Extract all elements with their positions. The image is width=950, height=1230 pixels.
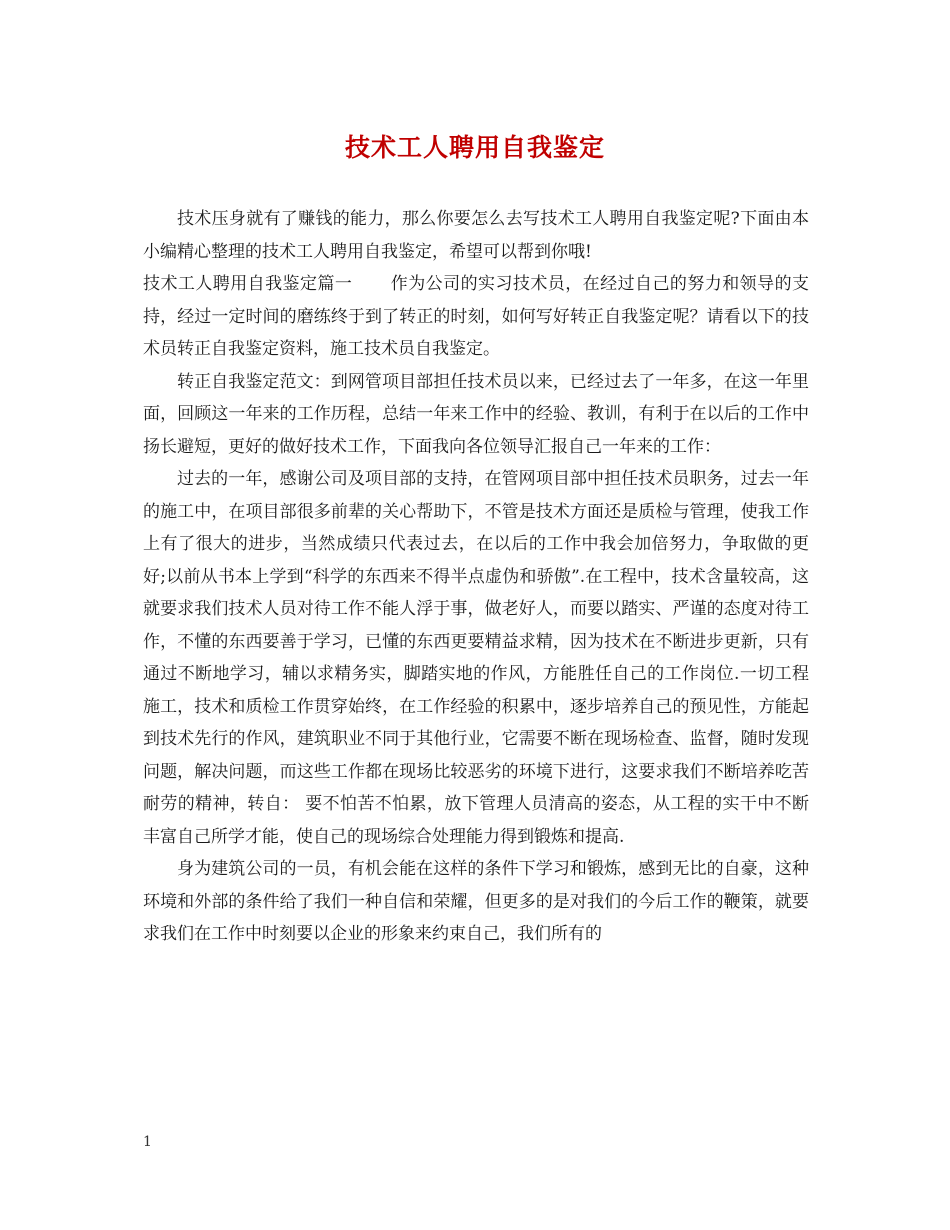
body-paragraph-2: 过去的一年，感谢公司及项目部的支持，在管网项目部中担任技术员职务，过去一年的施工中，在项目部很多前辈的关心帮助下，不管是技术方面还是质检与管理，使我工作上有了很大的进步，当然成绩只代表过去，在以后的工作中我会加倍努力，争取做的更好;以前从书本上学到“科学的东西来不得半点虚伪和骄傲”.在工程中，技术含量较高，这就要求我们技术人员对待工作不能人浮于事，做老好人，而要以踏实、严谨的态度对待工作，不懂的东西要善于学习，已懂的东西更要精益求精，因为技术在不断进步更新，只有通过不断地学习，辅以求精务实，脚踏实地的作风，方能胜任自己的工作岗位.一切工程施工，技术和质检工作贯穿始终，在工作经验的积累中，逐步培养自己的预见性，方能起到技术先行的作风，建筑职业不同于其他行业，它需要不断在现场检查、监督，随时发现问题，解决问题，而这些工作都在现场比较恶劣的环境下进行，这要求我们不断培养吃苦耐劳的精神，转自： 要不怕苦不怕累，放下管理人员清高的姿态，从工程的实干中不断丰富自己所学才能，使自己的现场综合处理能力得到锻炼和提高.: [143, 469, 809, 847]
intro-paragraph: 技术压身就有了赚钱的能力，那么你要怎么去写技术工人聘用自我鉴定呢?下面由本小编精心整理的技术工人聘用自我鉴定，希望可以帮到你哦!: [143, 209, 809, 262]
section-heading: 技术工人聘用自我鉴定篇一: [143, 274, 353, 294]
body-paragraph-1: 转正自我鉴定范文：到网管项目部担任技术员以来，已经过去了一年多，在这一年里面，回顾这一年来的工作历程，总结一年来工作中的经验、教训，有利于在以后的工作中扬长避短，更好的做好技术工作，下面我向各位领导汇报自己一年来的工作：: [143, 371, 809, 457]
document-body: [143, 203, 809, 951]
section-lead-text: 作为公司的实习技术员，在经过自己的努力和领导的支持，经过一定时间的磨练终于到了转正的时刻，如何写好转正自我鉴定呢？请看以下的技术员转正自我鉴定资料，施工技术员自我鉴定。: [143, 274, 810, 359]
body-paragraph-3: 身为建筑公司的一员，有机会能在这样的条件下学习和锻炼，感到无比的自豪，这种环境和外部的条件给了我们一种自信和荣耀，但更多的是对我们的今后工作的鞭策，就要求我们在工作中时刻要以企业的形象来约束自己，我们所有的: [143, 859, 809, 944]
page-number: 1: [143, 1134, 152, 1150]
section-lead-paragraph: [143, 268, 809, 366]
document-title: 技术工人聘用自我鉴定: [344, 133, 605, 162]
